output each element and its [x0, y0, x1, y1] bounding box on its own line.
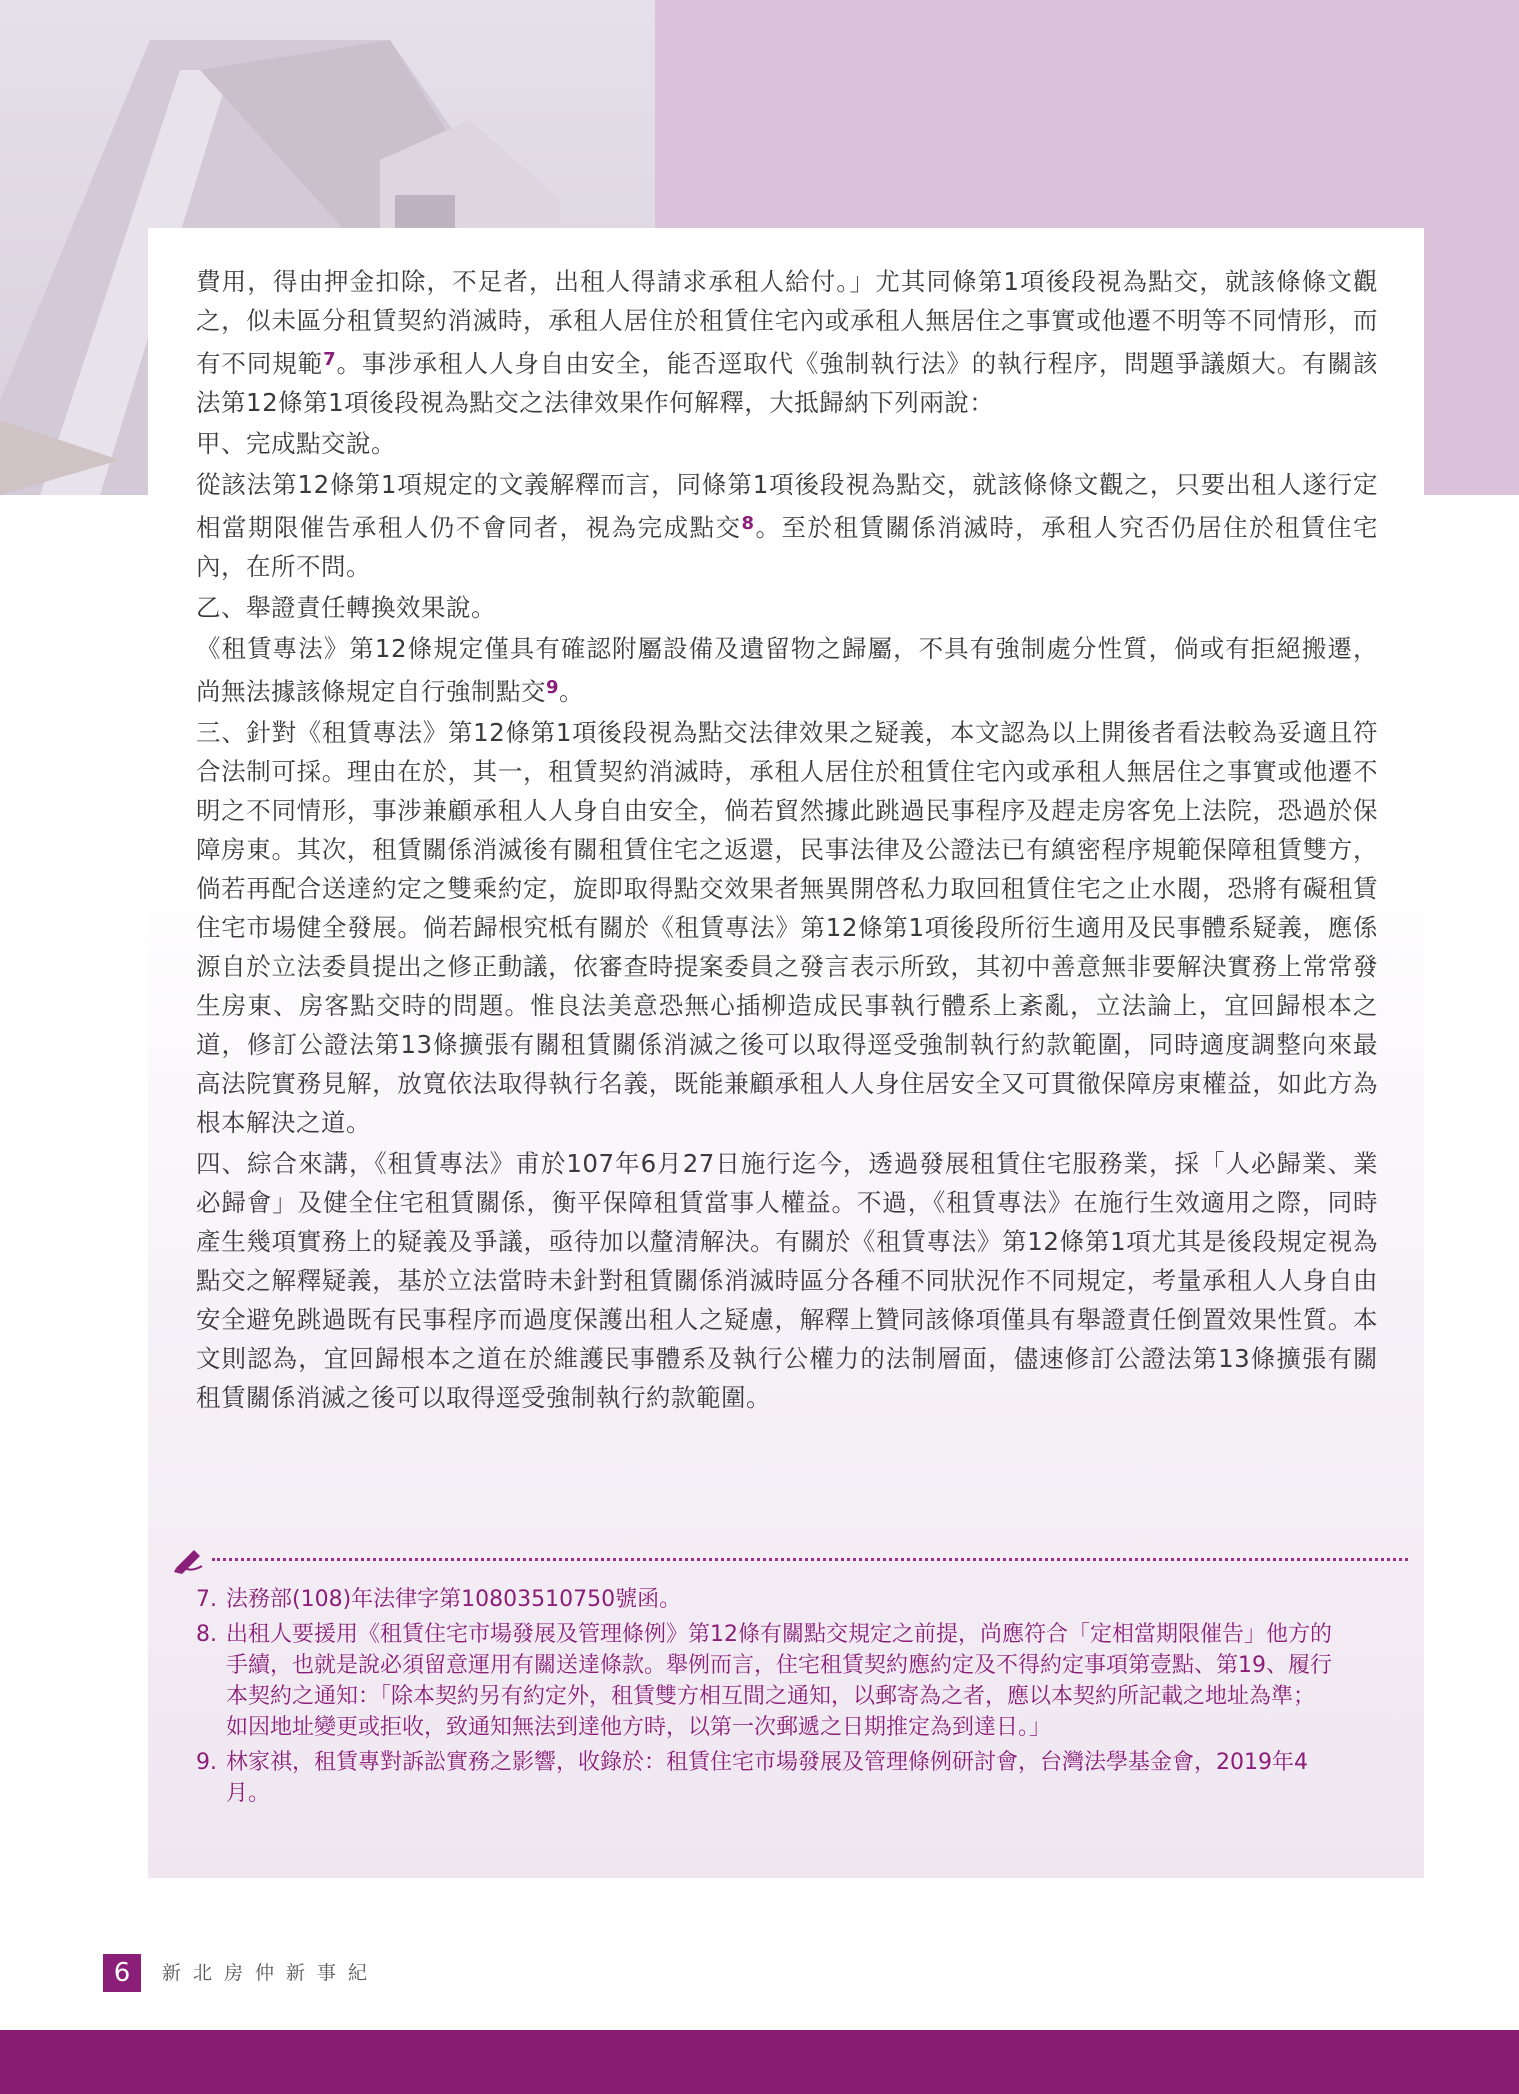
paragraph-text: 費用，得由押金扣除，不足者，出租人得請求承租人給付。」尤其同條第1項後段視為點交，就該條條文觀之，似未區分租賃契約消滅時，承租人居住於租賃住宅內或承租人無居住之事實或他遷不明等不同情形，而有不同規範	[196, 267, 1378, 378]
footnote-ref[interactable]: 7	[323, 349, 337, 370]
footnote-number: 8.	[196, 1622, 217, 1647]
paragraph-text: 甲、完成點交說。	[196, 429, 396, 458]
footnote-number: 9.	[196, 1750, 217, 1775]
footer-bar	[0, 2030, 1519, 2094]
paragraph-text: 《租賃專法》第12條規定僅具有確認附屬設備及遺留物之歸屬，不具有強制處分性質，倘或有拒絕搬遷，尚無法據該條規定自行強制點交	[196, 634, 1378, 706]
article-panel	[148, 228, 1424, 1878]
footnote-item	[196, 1584, 1336, 1615]
paragraph-text: 。	[559, 677, 585, 706]
body-paragraph	[196, 424, 1378, 463]
article-body	[196, 262, 1378, 1417]
dotted-rule	[212, 1558, 1408, 1561]
paragraph-text: 。事涉承租人人身自由安全，能否逕取代《強制執行法》的執行程序，問題爭議頗大。有關該法第12條第1項後段視為點交之法律效果作何解釋，大抵歸納下列兩說：	[196, 349, 1378, 417]
body-paragraph	[196, 713, 1378, 1142]
footnotes	[196, 1584, 1336, 1813]
body-paragraph	[196, 629, 1378, 711]
footnote-ref[interactable]: 9	[546, 677, 560, 698]
paragraph-text: 。至於租賃關係消滅時，承租人究否仍居住於租賃住宅內，在所不問。	[196, 513, 1379, 581]
body-paragraph	[196, 262, 1378, 422]
footnote-number: 7.	[196, 1587, 217, 1612]
pen-icon	[172, 1544, 206, 1574]
footnote-text: 林家祺，租賃專對訴訟實務之影響，收錄於：租賃住宅市場發展及管理條例研討會，台灣法學基金會，2019年4月。	[226, 1750, 1308, 1806]
paragraph-text: 乙、舉證責任轉換效果說。	[196, 593, 496, 622]
footnote-divider	[172, 1544, 1408, 1574]
body-paragraph	[196, 465, 1378, 586]
paragraph-text: 從該法第12條第1項規定的文義解釋而言，同條第1項後段視為點交，就該條條文觀之，只要出租人遂行定相當期限催告承租人仍不會同者，視為完成點交	[196, 470, 1378, 542]
magazine-title: 新北房仲新事紀	[162, 1962, 380, 1984]
paragraph-text: 四、綜合來講，《租賃專法》甫於107年6月27日施行迄今，透過發展租賃住宅服務業，採「人必歸業、業必歸會」及健全住宅租賃關係，衡平保障租賃當事人權益。不過，《租賃專法》在施行生效適用之際，同時產生幾項實務上的疑義及爭議，亟待加以釐清解決。有關於《租賃專法》第12條第1項尤其是後段規定視為點交之解釋疑義，基於立法當時未針對租賃關係消滅時區分各種不同狀況作不同規定，考量承租人人身自由安全避免跳過既有民事程序而過度保護出租人之疑慮，解釋上贊同該條項僅具有舉證責任倒置效果性質。本文則認為，宜回歸根本之道在於維護民事體系及執行公權力的法制層面，儘速修訂公證法第13條擴張有關租賃關係消滅之後可以取得逕受強制執行約款範圍。	[196, 1149, 1378, 1412]
page-number: 6	[103, 1954, 141, 1992]
footnote-ref[interactable]: 8	[741, 513, 755, 534]
footnote-text: 法務部(108)年法律字第10803510750號函。	[226, 1587, 682, 1612]
body-paragraph	[196, 588, 1378, 627]
footnote-item	[196, 1619, 1336, 1743]
footnote-text: 出租人要援用《租賃住宅市場發展及管理條例》第12條有關點交規定之前提，尚應符合「定相當期限催告」他方的手續，也就是說必須留意運用有關送達條款。舉例而言，住宅租賃契約應約定及不得約定事項第壹點、第19、履行本契約之通知：「除本契約另有約定外，租賃雙方相互間之通知，以郵寄為之者，應以本契約所記載之地址為準；如因地址變更或拒收，致通知無法到達他方時，以第一次郵遞之日期推定為到達日。」	[226, 1622, 1332, 1740]
footnote-item	[196, 1747, 1336, 1809]
body-paragraph	[196, 1144, 1378, 1417]
paragraph-text: 三、針對《租賃專法》第12條第1項後段視為點交法律效果之疑義，本文認為以上開後者看法較為妥適且符合法制可採。理由在於，其一，租賃契約消滅時，承租人居住於租賃住宅內或承租人無居住之事實或他遷不明之不同情形，事涉兼顧承租人人身自由安全，倘若貿然據此跳過民事程序及趕走房客免上法院，恐過於保障房東。其次，租賃關係消滅後有關租賃住宅之返還，民事法律及公證法已有縝密程序規範保障租賃雙方，倘若再配合送達約定之雙乘約定，旋即取得點交效果者無異開啓私力取回租賃住宅之止水閥，恐將有礙租賃住宅市場健全發展。倘若歸根究柢有關於《租賃專法》第12條第1項後段所衍生適用及民事體系疑義，應係源自於立法委員提出之修正動議，依審查時提案委員之發言表示所致，其初中善意無非要解決實務上常常發生房東、房客點交時的問題。惟良法美意恐無心插柳造成民事執行體系上紊亂，立法論上，宜回歸根本之道，修訂公證法第13條擴張有關租賃關係消滅之後可以取得逕受強制執行約款範圍，同時適度調整向來最高法院實務見解，放寬依法取得執行名義，既能兼顧承租人人身住居安全又可貫徹保障房東權益，如此方為根本解決之道。	[196, 718, 1378, 1137]
